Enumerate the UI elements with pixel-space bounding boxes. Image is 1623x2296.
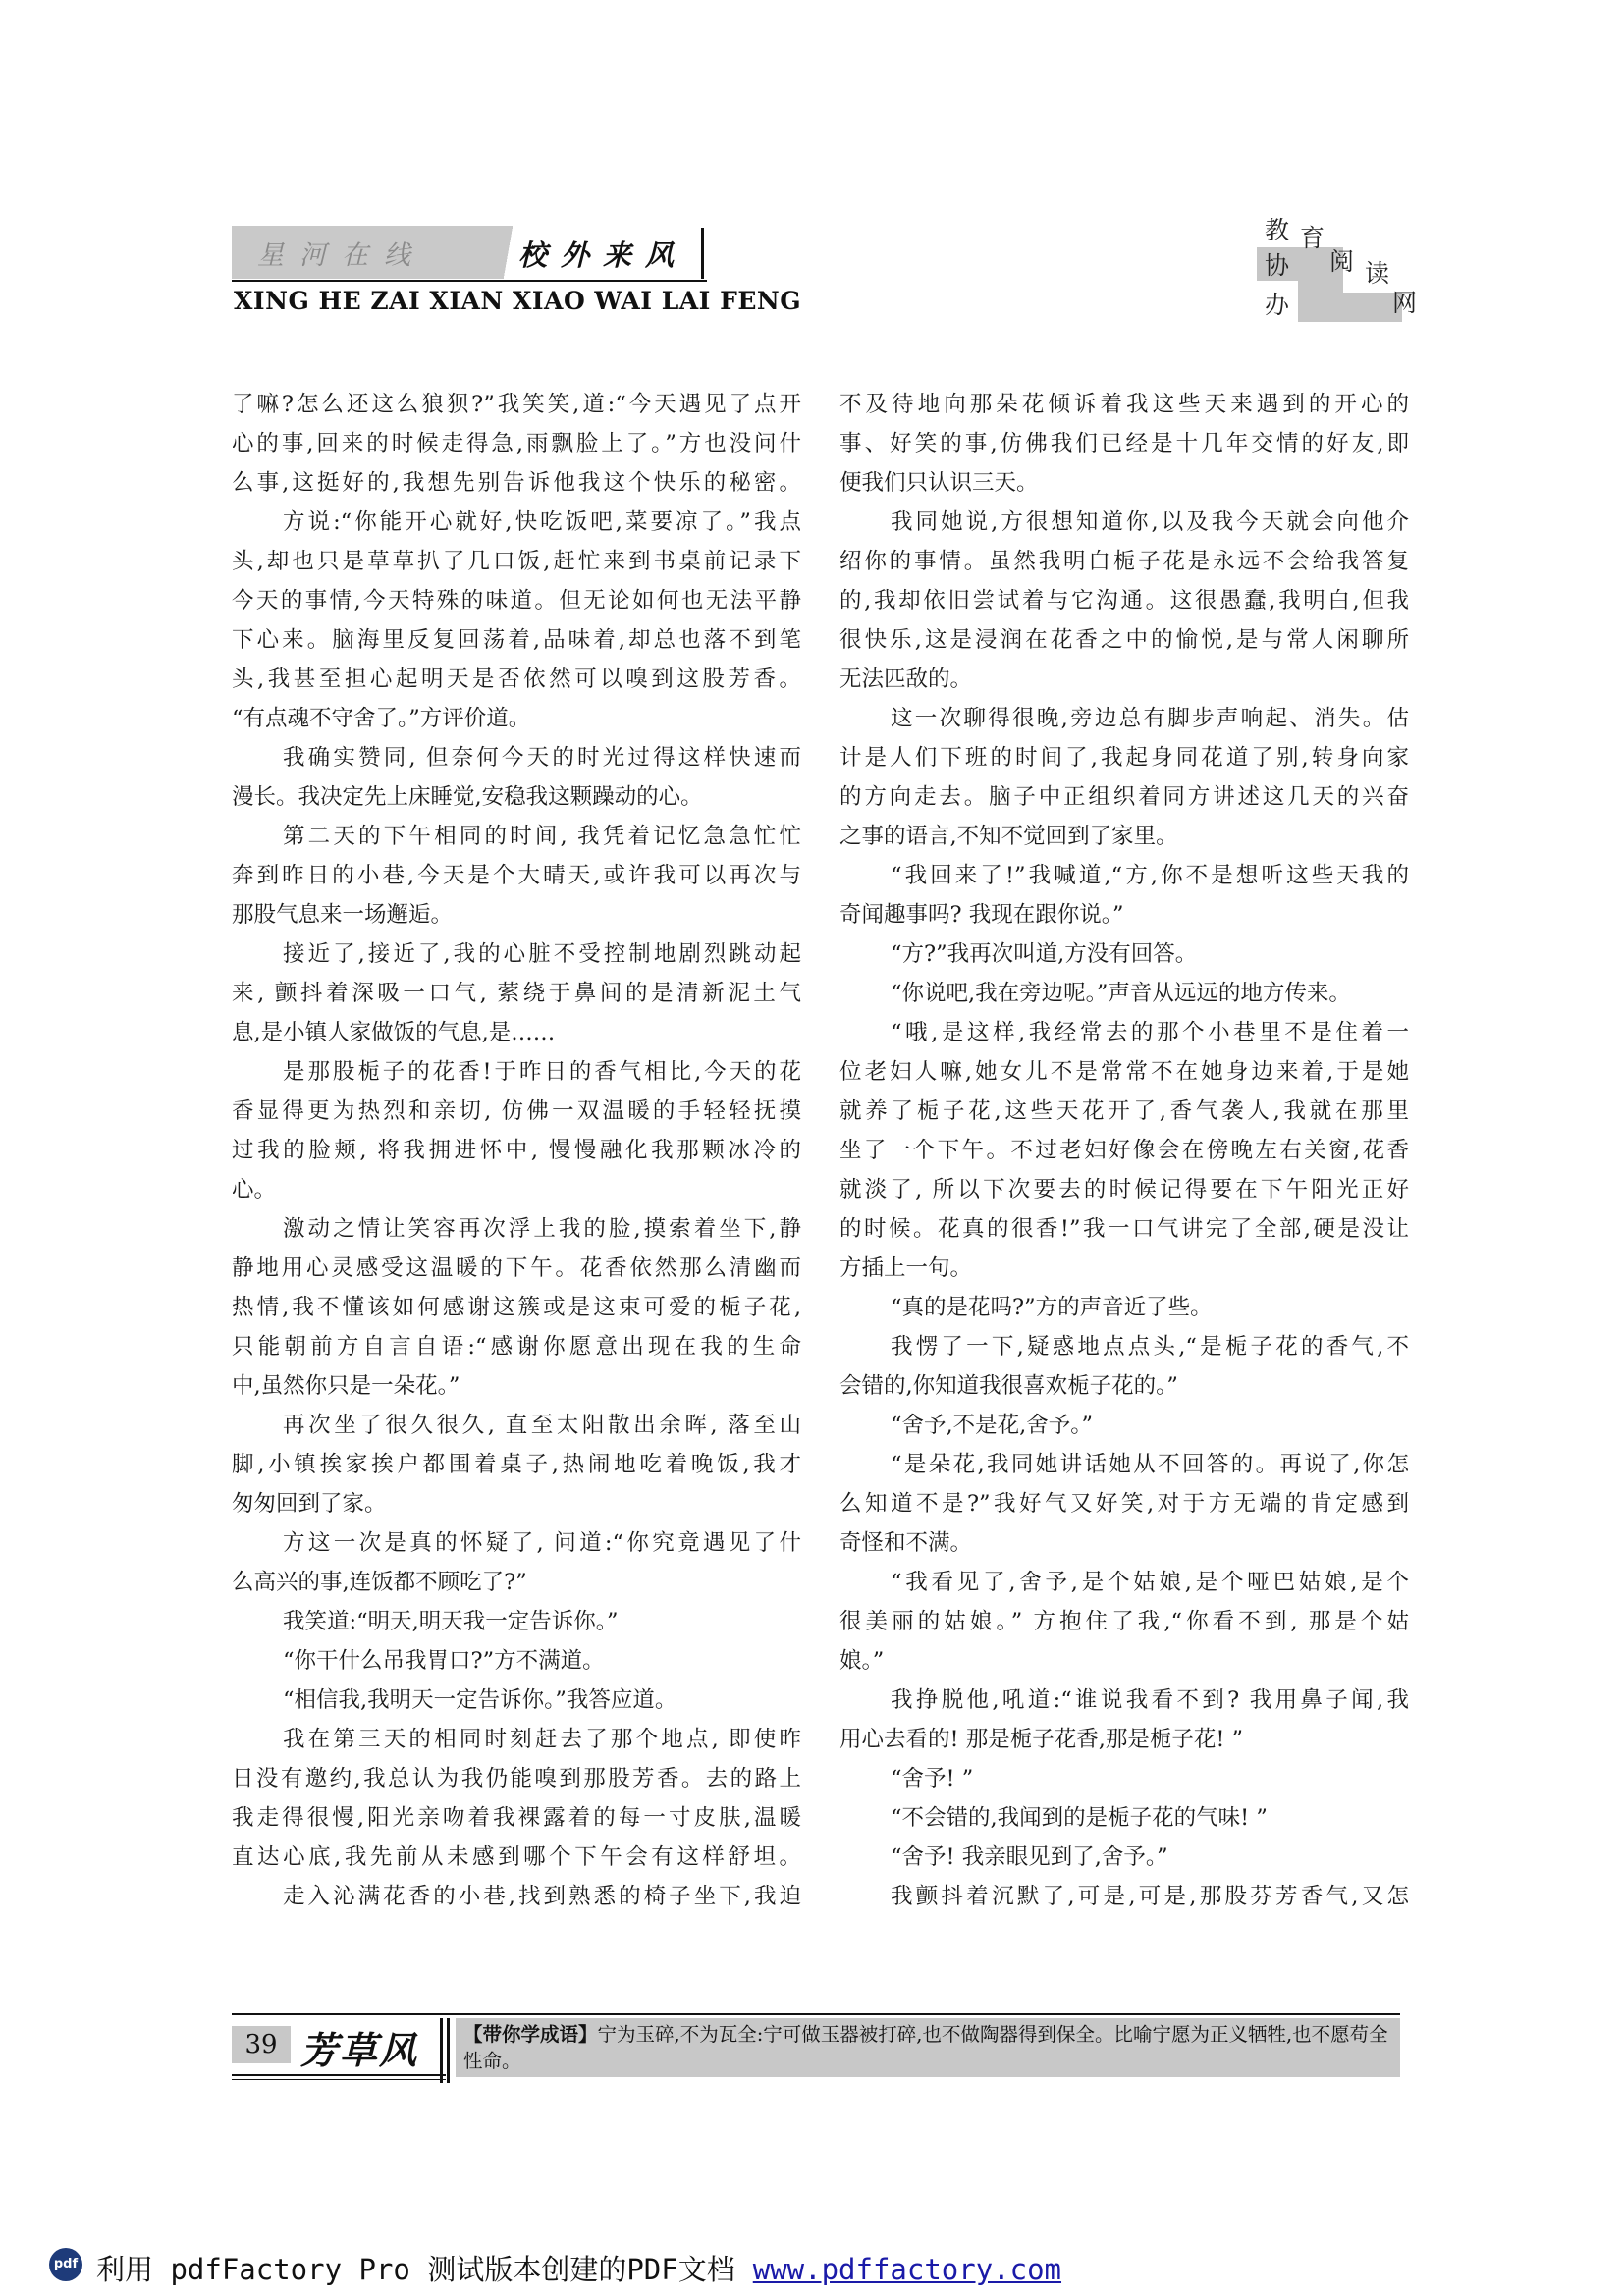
text-line: 不及待地向那朵花倾诉着我这些天来遇到的开心的 <box>839 392 1409 417</box>
idiom-note <box>456 2018 1400 2077</box>
text-line: 过我的脸颊, 将我拥进怀中, 慢慢融化我那颗冰冷的 <box>232 1138 801 1163</box>
page-number: 39 <box>232 2026 291 2063</box>
text-line: 的方向走去。脑子中正组织着同方讲述这几天的兴奋 <box>839 784 1409 810</box>
text-line: “方?”我再次叫道,方没有回答。 <box>891 941 1198 967</box>
text-line: “你说吧,我在旁边呢。”声音从远远的地方传来。 <box>891 981 1351 1006</box>
text-line: 就养了栀子花,这些天花开了,香气袭人,我就在那里 <box>839 1098 1409 1124</box>
text-line: 下心来。脑海里反复回荡着,品味着,却总也落不到笔 <box>232 627 801 653</box>
text-line: 无法匹敌的。 <box>839 667 973 692</box>
text-line: 方说:“你能开心就好,快吃饭吧,菜要凉了。”我点 <box>283 509 801 535</box>
footer-divider <box>447 2018 450 2083</box>
watermark-link[interactable]: www.pdffactory.com <box>752 2253 1062 2286</box>
logo-char: 阅 <box>1329 247 1355 276</box>
text-line: 日没有邀约,我总认为我仍能嗅到那股芳香。去的路上 <box>232 1766 801 1791</box>
text-line: 很美丽的姑娘。” 方抱住了我,“你看不到, 那是个姑 <box>839 1609 1409 1634</box>
text-line: “真的是花吗?”方的声音近了些。 <box>891 1295 1213 1320</box>
text-line: 的,我却依旧尝试着与它沟通。这很愚蠢,我明白,但我 <box>839 588 1409 614</box>
text-line: 接近了,接近了,我的心脏不受控制地剧烈跳动起 <box>283 941 801 967</box>
text-line: 我在第三天的相同时刻赶去了那个地点, 即使昨 <box>283 1727 801 1752</box>
header-pinyin: XING HE ZAI XIAN XIAO WAI LAI FENG <box>234 287 802 315</box>
text-line: “你干什么吊我胃口?”方不满道。 <box>283 1648 605 1674</box>
text-line: 坐了一个下午。不过老妇好像会在傍晚左右关窗,花香 <box>839 1138 1409 1163</box>
text-line: “我回来了!”我喊道,“方,你不是想听这些天我的 <box>891 863 1409 888</box>
header-section-left: 星河在线 <box>257 240 426 271</box>
text-line: 漫长。我决定先上床睡觉,安稳我这颗躁动的心。 <box>232 784 703 810</box>
header-section-right: 校外来风 <box>518 239 688 272</box>
text-line: 激动之情让笑容再次浮上我的脸,摸索着坐下,静 <box>283 1216 801 1242</box>
text-line: 直达心底,我先前从未感到哪个下午会有这样舒坦。 <box>232 1844 801 1870</box>
idiom-text: 宁为玉碎,不为瓦全:宁可做玉器被打碎,也不做陶器得到保全。比喻宁愿为正义牺牲,也不愿苟全性命。 <box>463 2023 1388 2072</box>
text-line: 心的事,回来的时候走得急,雨飘脸上了。”方也没问什 <box>232 431 801 456</box>
text-line: 方这一次是真的怀疑了, 问道:“你究竟遇见了什 <box>283 1530 801 1556</box>
text-line: “我看见了,舍予,是个姑娘,是个哑巴姑娘,是个 <box>891 1570 1409 1595</box>
text-line: “不会错的,我闻到的是栀子花的气味! ” <box>891 1805 1268 1831</box>
text-line: “舍予! ” <box>891 1766 974 1791</box>
header-rule <box>232 280 707 282</box>
footer-rule <box>232 2079 446 2080</box>
text-line: 么高兴的事,连饭都不顾吃了?” <box>232 1570 527 1595</box>
text-line: 事、好笑的事,仿佛我们已经是十几年交情的好友,即 <box>839 431 1409 456</box>
text-line: 走入沁满花香的小巷,找到熟悉的椅子坐下,我迫 <box>283 1884 801 1909</box>
header-divider <box>701 228 704 279</box>
text-line: 热情,我不懂该如何感谢这簇或是这束可爱的栀子花, <box>232 1295 801 1320</box>
text-line: 香显得更为热烈和亲切, 仿佛一双温暖的手轻轻抚摸 <box>232 1098 801 1124</box>
text-line: 第二天的下午相同的时间, 我凭着记忆急急忙忙 <box>283 824 801 849</box>
text-line: 是那股栀子的花香!于昨日的香气相比,今天的花 <box>283 1059 801 1085</box>
text-line: 的时候。花真的很香!”我一口气讲完了全部,硬是没让 <box>839 1216 1409 1242</box>
logo-char: 办 <box>1265 291 1290 319</box>
text-line: 绍你的事情。虽然我明白栀子花是永远不会给我答复 <box>839 549 1409 574</box>
text-line: 奔到昨日的小巷,今天是个大晴天,或许我可以再次与 <box>232 863 801 888</box>
text-line: 头,却也只是草草扒了几口饭,赶忙来到书桌前记录下 <box>232 549 801 574</box>
logo-char: 教 <box>1265 216 1290 244</box>
watermark-text: 利用 pdfFactory Pro 测试版本创建的PDF文档 <box>96 2253 735 2286</box>
text-line: 么事,这挺好的,我想先别告诉他我这个快乐的秘密。 <box>232 470 801 496</box>
pdf-icon: pdf <box>49 2248 82 2281</box>
logo-char: 网 <box>1392 289 1418 317</box>
text-line: 我愣了一下,疑惑地点点头,“是栀子花的香气,不 <box>891 1334 1409 1360</box>
text-line: 奇怪和不满。 <box>839 1530 973 1556</box>
text-line: “是朵花,我同她讲话她从不回答的。再说了,你怎 <box>891 1452 1409 1477</box>
text-line: “相信我,我明天一定告诉你。”我答应道。 <box>283 1687 677 1713</box>
text-line: 位老妇人嘛,她女儿不是常常不在她身边来着,于是她 <box>839 1059 1409 1085</box>
text-line: 只能朝前方自言自语:“感谢你愿意出现在我的生命 <box>232 1334 801 1360</box>
text-line: 心。 <box>232 1177 277 1202</box>
text-line: 用心去看的! 那是栀子花香,那是栀子花! ” <box>839 1727 1244 1752</box>
text-line: 我颤抖着沉默了,可是,可是,那股芬芳香气,又怎 <box>891 1884 1409 1909</box>
text-line: 么知道不是?”我好气又好笑,对于方无端的肯定感到 <box>839 1491 1409 1517</box>
text-line: 之事的语言,不知不觉回到了家里。 <box>839 824 1178 849</box>
text-line: 我挣脱他,吼道:“谁说我看不到? 我用鼻子闻,我 <box>891 1687 1409 1713</box>
idiom-label: 【带你学成语】 <box>463 2023 598 2046</box>
text-line: 了嘛?怎么还这么狼狈?”我笑笑,道:“今天遇见了点开 <box>232 392 801 417</box>
text-line: 奇闻趣事吗? 我现在跟你说。” <box>839 902 1124 928</box>
text-line: “有点魂不守舍了。”方评价道。 <box>232 706 531 731</box>
text-line: 头,我甚至担心起明天是否依然可以嗅到这股芳香。 <box>232 667 801 692</box>
text-line: 今天的事情,今天特殊的味道。但无论如何也无法平静 <box>232 588 801 614</box>
text-line: 脚,小镇挨家挨户都围着桌子,热闹地吃着晚饭,我才 <box>232 1452 801 1477</box>
logo-char: 读 <box>1365 259 1390 288</box>
text-line: 那股气息来一场邂逅。 <box>232 902 454 928</box>
text-line: 会错的,你知道我很喜欢栀子花的。” <box>839 1373 1178 1399</box>
text-line: 很快乐,这是浸润在花香之中的愉悦,是与常人闲聊所 <box>839 627 1409 653</box>
text-line: 就淡了, 所以下次要去的时候记得要在下午阳光正好 <box>839 1177 1409 1202</box>
text-line: 静地用心灵感受这温暖的下午。花香依然那么清幽而 <box>232 1255 801 1281</box>
text-line: 再次坐了很久很久, 直至太阳散出余晖, 落至山 <box>283 1413 801 1438</box>
watermark-line <box>96 2248 1061 2288</box>
text-line: 便我们只认识三天。 <box>839 470 1039 496</box>
text-line: 息,是小镇人家做饭的气息,是…… <box>232 1020 556 1045</box>
text-line: 我确实赞同, 但奈何今天的时光过得这样快速而 <box>283 745 801 771</box>
footer-rule <box>232 2074 446 2076</box>
text-line: 我笑道:“明天,明天我一定告诉你。” <box>283 1609 619 1634</box>
text-line: “舍予,不是花,舍予。” <box>891 1413 1094 1438</box>
text-line: 中,虽然你只是一朵花。” <box>232 1373 460 1399</box>
text-line: 计是人们下班的时间了,我起身同花道了别,转身向家 <box>839 745 1409 771</box>
text-line: 这一次聊得很晚,旁边总有脚步声响起、消失。估 <box>891 706 1409 731</box>
text-line: 我走得很慢,阳光亲吻着我裸露着的每一寸皮肤,温暖 <box>232 1805 801 1831</box>
text-line: 来, 颤抖着深吸一口气, 萦绕于鼻间的是清新泥土气 <box>232 981 801 1006</box>
site-logo <box>1257 214 1424 322</box>
text-line: 方插上一句。 <box>839 1255 973 1281</box>
text-line: “哦,是这样,我经常去的那个小巷里不是住着一 <box>891 1020 1409 1045</box>
footer-rule <box>232 2013 1400 2015</box>
text-line: 我同她说,方很想知道你,以及我今天就会向他介 <box>891 509 1409 535</box>
text-line: “舍予! 我亲眼见到了,舍予。” <box>891 1844 1168 1870</box>
text-line: 匆匆回到了家。 <box>232 1491 387 1517</box>
text-line: 娘。” <box>839 1648 885 1674</box>
magazine-title: 芳草风 <box>300 2028 419 2072</box>
logo-char: 育 <box>1300 224 1325 252</box>
logo-char: 协 <box>1265 251 1290 280</box>
